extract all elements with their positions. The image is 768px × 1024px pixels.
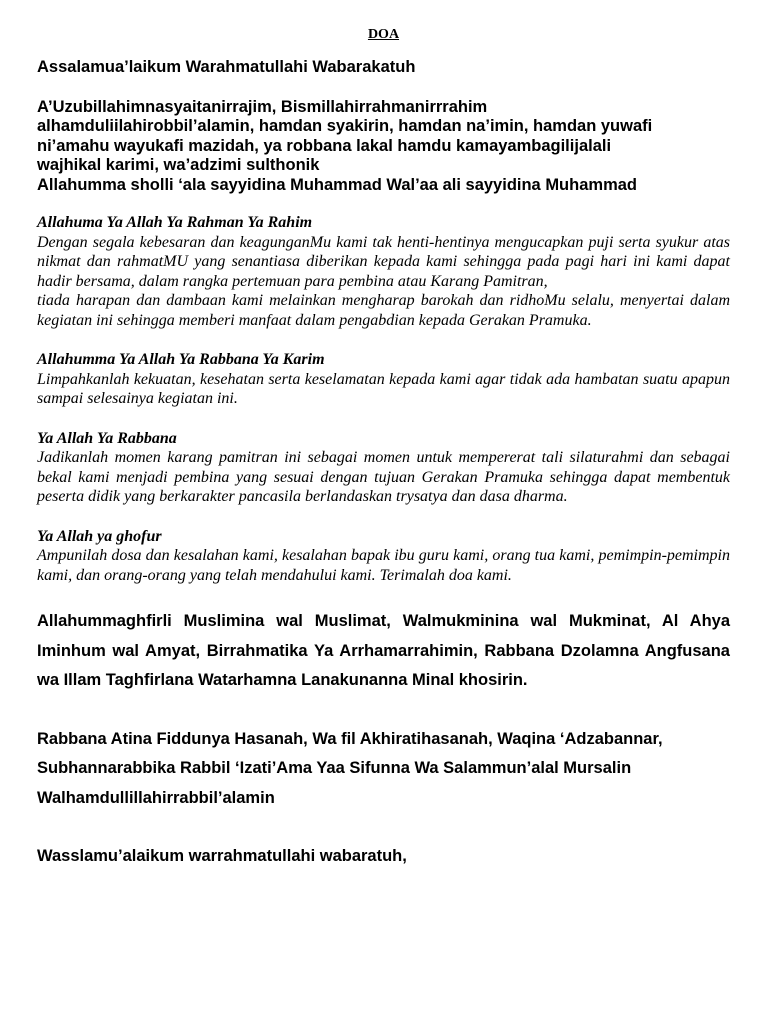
closing-line: Rabbana Atina Fiddunya Hasanah, Wa fil Akhiratihasanah, Waqina ‘Adzabannar,	[37, 729, 663, 748]
opening-line: alhamduliilahirobbil’alamin, hamdan syakirin, hamdan na’imin, hamdan yuwafi	[37, 117, 653, 135]
section-heading: Allahuma Ya Allah Ya Rahman Ya Rahim	[37, 214, 313, 231]
document-title: DOA	[367, 27, 400, 42]
closing-prayer: Allahummaghfirli Muslimina wal Muslimat, Walmukminina wal Mukminat, Al Ahya Iminhum wal Amyat, Birrahmatika Ya Arrhamarrahimin, Rabbana Dzolamna Angfusana wa Illam Taghfirlana Watarhamna Lanakunanna Minal khosirin.	[37, 612, 730, 689]
section-paragraph: tiada harapan dan dambaan kami melainkan mengharap barokah dan ridhoMu selalu, menyertai dalam kegiatan ini sehingga memberi manfaat dalam pengabdian kepada Gerakan Pramuka.	[37, 292, 730, 329]
section-heading: Allahumma Ya Allah Ya Rabbana Ya Karim	[37, 351, 325, 368]
prayer-section	[37, 213, 730, 330]
section-paragraph: Ampunilah dosa dan kesalahan kami, kesalahan bapak ibu guru kami, orang tua kami, pemimpin-pemimpin kami, dan orang-orang yang telah mendahului kami. Terimalah doa kami.	[37, 547, 730, 584]
closing-prayer-2	[37, 725, 730, 814]
opening-line: ni’amahu wayukafi mazidah, ya robbana lakal hamdu kamayambagilijalali	[37, 136, 612, 155]
closing-line: Walhamdullillahirrabbil’alamin	[37, 788, 275, 807]
prayer-section	[37, 527, 730, 586]
section-heading: Ya Allah Ya Rabbana	[37, 429, 177, 447]
farewell: Wasslamu’alaikum warrahmatullahi wabaratuh,	[37, 847, 407, 865]
section-paragraph: Limpahkanlah kekuatan, kesehatan serta keselamatan kepada kami agar tidak ada hambatan suatu apapun sampai selesainya kegiatan ini.	[37, 370, 730, 407]
prayer-section	[37, 429, 730, 507]
closing-line: Subhannarabbika Rabbil ‘Izati’Ama Yaa Sifunna Wa Salammun’alal Mursalin	[37, 759, 632, 777]
section-heading: Ya Allah ya ghofur	[37, 527, 162, 545]
section-paragraph: Dengan segala kebesaran dan keagunganMu kami tak henti-hentinya mengucapkan puji serta syukur atas nikmat dan rahmatMU yang senantiasa diberikan kepada kami sehingga pada pagi hari ini kami dapat hadir bersama, dalam rangka pertemuan para pembina atau Karang Pamitran,	[37, 233, 730, 290]
opening-line: A’Uzubillahimnasyaitanirrajim, Bismillahirrahmanirrrahim	[37, 97, 488, 116]
document-page	[37, 26, 730, 872]
opening-block	[37, 98, 730, 196]
greeting: Assalamua’laikum Warahmatullahi Wabarakatuh	[37, 58, 416, 76]
prayer-section	[37, 350, 730, 409]
opening-line: wajhikal karimi, wa’adzimi sulthonik	[37, 156, 320, 174]
section-paragraph: Jadikanlah momen karang pamitran ini sebagai momen untuk mempererat tali silaturahmi dan sebagai bekal kami menjadi pembina yang sesuai dengan tujuan Gerakan Pramuka sehingga dapat membentuk peserta didik yang berkarakter pancasila berlandaskan trysatya dan dasa dharma.	[37, 449, 730, 505]
opening-line: Allahumma sholli ‘ala sayyidina Muhammad Wal’aa ali sayyidina Muhammad	[37, 175, 637, 194]
